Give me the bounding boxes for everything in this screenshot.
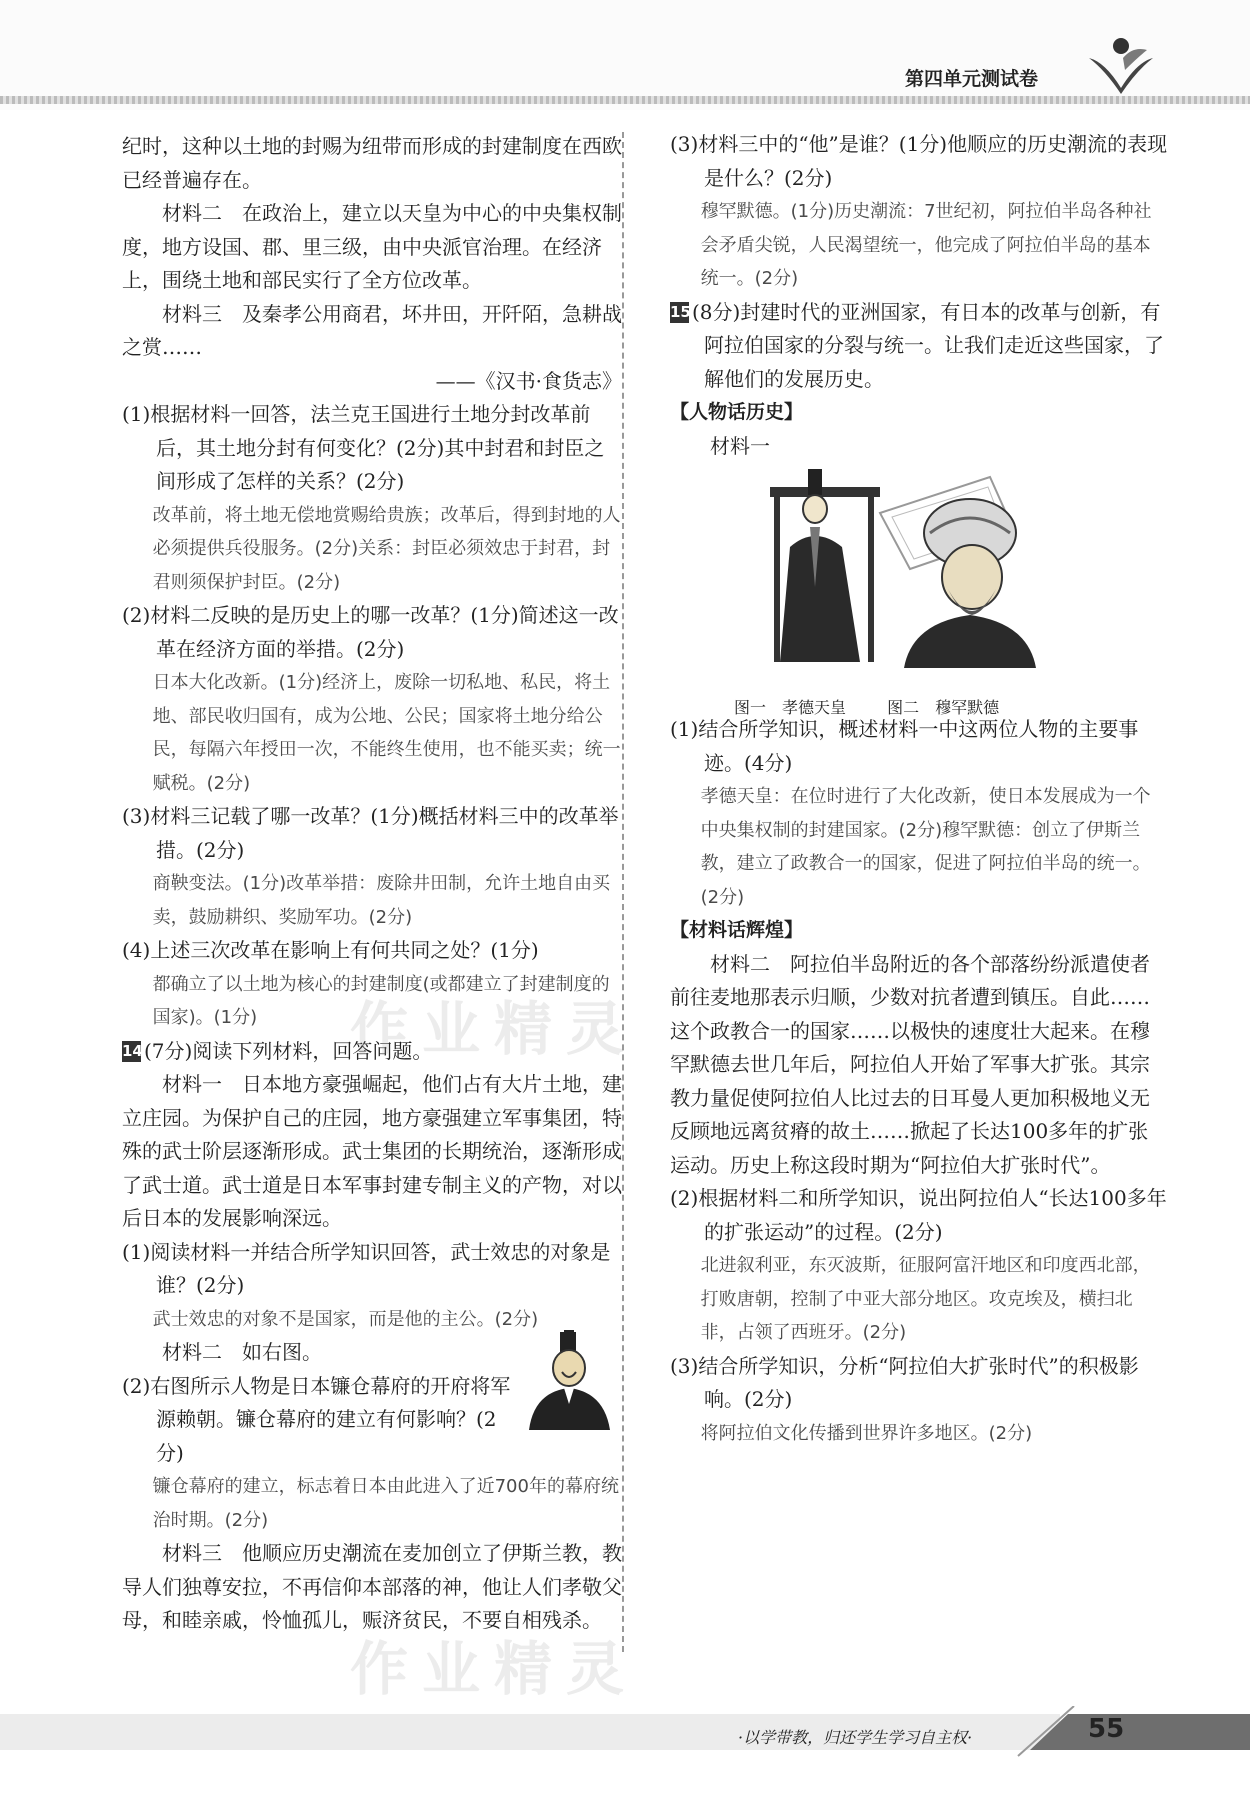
right-column bbox=[670, 128, 1168, 1450]
question-4: (4)上述三次改革在影响上有何共同之处？(1分) bbox=[122, 938, 539, 962]
minamoto-yoritomo-portrait bbox=[524, 1330, 614, 1440]
q15-question-2: (2)根据材料二和所学知识，说出阿拉伯人“长达100多年的扩张运动”的过程。(2分) bbox=[670, 1186, 1167, 1244]
footer-band bbox=[0, 1706, 1250, 1766]
q14-material-two: 材料二 如右图。 bbox=[162, 1340, 322, 1364]
figure-1-caption: 图一 孝德天皇 bbox=[734, 698, 847, 717]
answer-1: 改革前，将土地无偿地赏赐给贵族；改革后，得到封地的人必须提供兵役服务。(2分)关系：封臣必须效忠于封君，封君则须保护封臣。(2分) bbox=[152, 504, 621, 593]
question-3: (3)材料三记载了哪一改革？(1分)概括材料三中的改革举措。(2分) bbox=[122, 804, 619, 862]
q15-material-two: 材料二 阿拉伯半岛附近的各个部落纷纷派遣使者前往麦地那表示归顺，少数对抗者遭到镇压。自此……这个政教合一的国家……以极快的速度壮大起来。在穆罕默德去世几年后，阿拉伯人开始了军事大扩张。其宗教力量促使阿拉伯人比过去的日耳曼人更加积极地义无反顾地远离贫瘠的故土……掀起了长达100多年的扩张运动。历史上称这段时期为“阿拉伯大扩张时代”。 bbox=[670, 951, 1150, 1177]
question-14-text: (7分)阅读下列材料，回答问题。 bbox=[144, 1038, 433, 1063]
q14-answer-2: 镰仓幕府的建立，标志着日本由此进入了近700年的幕府统治时期。(2分) bbox=[152, 1476, 619, 1531]
watermark-bottom: 作业精灵 bbox=[350, 1635, 639, 1703]
material-three-source: ——《汉书·食货志》 bbox=[435, 368, 622, 393]
q15-answer-1: 孝德天皇：在位时进行了大化改新，使日本发展成为一个中央集权制的封建国家。(2分)穆罕默德：创立了伊斯兰教，建立了政教合一的国家，促进了阿拉伯半岛的统一。(2分) bbox=[700, 786, 1151, 908]
q14-answer-1: 武士效忠的对象不是国家，而是他的主公。(2分) bbox=[152, 1308, 539, 1330]
material-three: 材料三 及秦孝公用商君，坏井田，开阡陌，急耕战之赏…… bbox=[122, 301, 622, 359]
material-two: 材料二 在政治上，建立以天皇为中心的中央集权制度，地方设国、郡、里三级，由中央派官治理。在经济上，围绕土地和部民实行了全方位改革。 bbox=[122, 201, 622, 292]
section-material-glory: 【材料话辉煌】 bbox=[670, 919, 804, 941]
page-number: 55 bbox=[1088, 1714, 1125, 1744]
figures bbox=[670, 463, 1168, 717]
q15-question-3: (3)结合所学知识，分析“阿拉伯大扩张时代”的积极影响。(2分) bbox=[670, 1353, 1139, 1411]
figure-2-caption: 图二 穆罕默德 bbox=[887, 698, 1000, 717]
q15-answer-3: 将阿拉伯文化传播到世界许多地区。(2分) bbox=[700, 1422, 1033, 1444]
left-column bbox=[122, 130, 622, 1638]
answer-3: 商鞅变法。(1分)改革举措：废除井田制，允许土地自由买卖，鼓励耕织、奖励军功。(2分) bbox=[152, 873, 611, 928]
q14-material-one: 材料一 日本地方豪强崛起，他们占有大片土地，建立庄园。为保护自己的庄园，地方豪强建立军事集团，特殊的武士阶层逐渐形成。武士集团的长期统治，逐渐形成了武士道。武士道是日本军事封建专制主义的产物，对以后日本的发展影响深远。 bbox=[122, 1072, 622, 1230]
question-15-text: (8分)封建时代的亚洲国家，有日本的改革与创新，有阿拉伯国家的分裂与统一。让我们走近这些国家，了解他们的发展历史。 bbox=[692, 299, 1164, 391]
q14-answer-3: 穆罕默德。(1分)历史潮流：7世纪初，阿拉伯半岛各种社会矛盾尖锐，人民渴望统一，他完成了阿拉伯半岛的基本统一。(2分) bbox=[700, 201, 1152, 289]
answer-4: 都确立了以土地为核心的封建制度(或都建立了封建制度的国家)。(1分) bbox=[152, 973, 610, 1028]
question-15-stem bbox=[670, 296, 1168, 397]
publisher-logo-icon bbox=[1085, 36, 1157, 96]
q14-question-1: (1)阅读材料一并结合所学知识回答，武士效忠的对象是谁？(2分) bbox=[122, 1239, 611, 1297]
question-2: (2)材料二反映的是历史上的哪一改革？(1分)简述这一改革在经济方面的举措。(2分) bbox=[122, 603, 619, 661]
q14-material-three: 材料三 他顺应历史潮流在麦加创立了伊斯兰教，教导人们独尊安拉，不再信仰本部落的神，他让人们孝敬父母，和睦亲戚，怜恤孤儿，赈济贫民，不要自相残杀。 bbox=[122, 1541, 622, 1632]
paragraph-continued: 纪时，这种以土地的封赐为纽带而形成的封建制度在西欧已经普遍存在。 bbox=[122, 134, 622, 192]
column-divider bbox=[622, 132, 624, 1652]
q15-answer-2: 北进叙利亚，东灭波斯，征服阿富汗地区和印度西北部，打败唐朝，控制了中亚大部分地区。攻克埃及，横扫北非，占领了西班牙。(2分) bbox=[700, 1255, 1151, 1343]
question-number-15: 15 bbox=[670, 302, 691, 321]
answer-2: 日本大化改新。(1分)经济上，废除一切私地、私民，将土地、部民收归国有，成为公地、公民；国家将土地分给公民，每隔六年授田一次，不能终生使用，也不能买卖；统一赋税。(2分) bbox=[152, 672, 621, 794]
muhammad-figure bbox=[900, 493, 1040, 668]
q14-material-two-block bbox=[122, 1336, 622, 1470]
q15-question-1: (1)结合所学知识，概述材料一中这两位人物的主要事迹。(4分) bbox=[670, 717, 1139, 775]
footer-slogan: ·以学带教，归还学生学习自主权· bbox=[738, 1728, 973, 1747]
q14-question-2: (2)右图所示人物是日本镰仓幕府的开府将军源赖朝。镰仓幕府的建立有何影响？(2分) bbox=[122, 1373, 511, 1465]
figure-captions bbox=[734, 691, 1035, 725]
question-number-14: 14 bbox=[122, 1041, 143, 1060]
page-title: 第四单元测试卷 bbox=[905, 68, 1039, 90]
question-1: (1)根据材料一回答，法兰克王国进行土地分封改革前后，其土地分封有何变化？(2分)其中封君和封臣之间形成了怎样的关系？(2分) bbox=[122, 402, 605, 493]
q14-question-3: (3)材料三中的“他”是谁？(1分)他顺应的历史潮流的表现是什么？(2分) bbox=[670, 132, 1168, 190]
section-figure-history: 【人物话历史】 bbox=[670, 401, 804, 423]
material-one-label: 材料一 bbox=[710, 433, 770, 458]
watermark-middle: 作业精灵 bbox=[350, 995, 639, 1063]
header-band bbox=[0, 0, 1250, 110]
header-rule bbox=[0, 96, 1250, 104]
